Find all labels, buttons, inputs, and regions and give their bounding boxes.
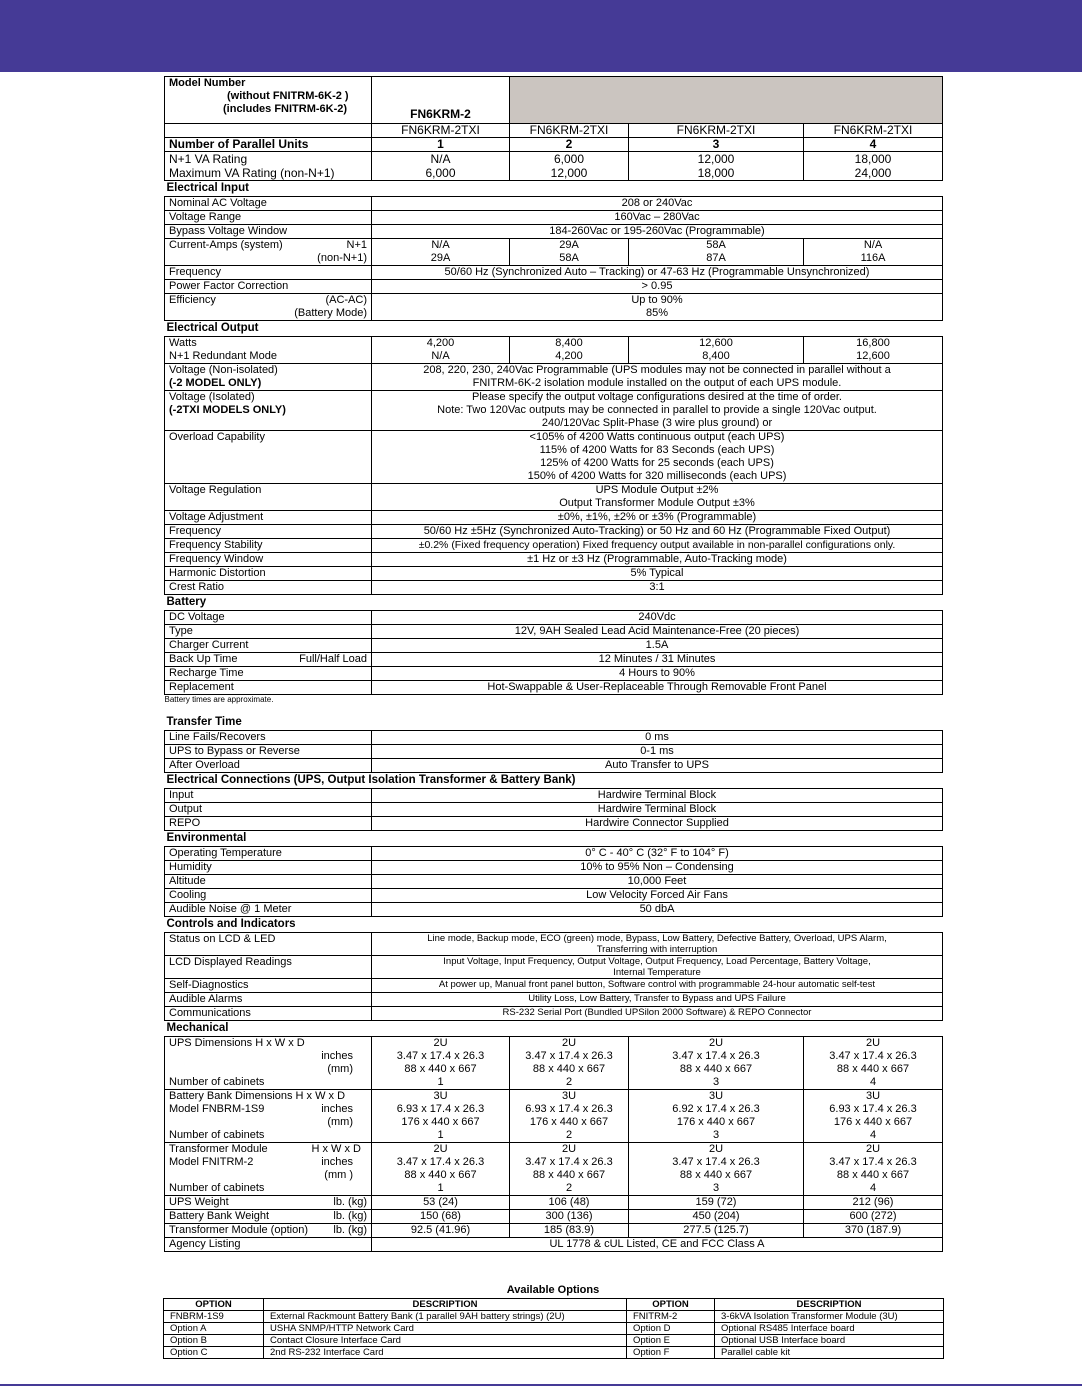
footer-line	[0, 1384, 1082, 1386]
batw-4: 600 (272)	[804, 1210, 943, 1224]
watts-value-3: 12,600	[699, 337, 733, 349]
n1-mode-label: N+1 Redundant Mode	[169, 350, 277, 362]
recharge-label: Recharge Time	[165, 667, 372, 681]
tr-dim-4	[804, 1143, 943, 1196]
window-value: ±1 Hz or ±3 Hz (Programmable, Auto-Tracking mode)	[372, 553, 943, 567]
option-code: FNITRM-2	[627, 1311, 715, 1323]
model-gray-cell	[510, 77, 943, 124]
adjustment-value: ±0%, ±1%, ±2% or ±3% (Programmable)	[372, 511, 943, 525]
option-code: Option C	[164, 1347, 264, 1359]
va-4	[804, 152, 943, 181]
thd-value: 5% Typical	[372, 567, 943, 581]
stability-label: Frequency Stability	[165, 539, 372, 553]
bat-dim-label-cell	[165, 1090, 372, 1143]
upsw-unit: lb. (kg)	[333, 1196, 367, 1208]
tr-mm-label: (mm )	[324, 1169, 353, 1181]
diag-value: At power up, Manual front panel button, Software control with programmable 24-hour automatic self-test	[372, 979, 943, 993]
tr-dim-1	[372, 1143, 510, 1196]
agency-label: Agency Listing	[165, 1238, 372, 1252]
conn-output-label: Output	[165, 803, 372, 817]
voltage-range-value: 160Vac – 280Vac	[372, 211, 943, 225]
ups-dim-1	[372, 1037, 510, 1090]
ups-cab-3: 3	[712, 1076, 720, 1088]
option-code: Option A	[164, 1323, 264, 1335]
option-desc: Optional USB Interface board	[715, 1335, 944, 1347]
parallel-2: 2	[510, 138, 629, 152]
bat-mm-1: 176 x 440 x 667	[401, 1116, 480, 1128]
bat-cab-1: 1	[437, 1129, 444, 1141]
after-overload-label: After Overload	[165, 759, 372, 773]
bat-model-label: Model FNBRM-1S9	[169, 1103, 265, 1115]
tr-dim-3	[629, 1143, 804, 1196]
tr-cab-1: 1	[437, 1182, 444, 1194]
tr-dim-label-cell	[165, 1143, 372, 1196]
option-desc: External Rackmount Battery Bank (1 parallel 9AH battery strings) (2U)	[264, 1311, 627, 1323]
alarm-value: Utility Loss, Low Battery, Transfer to Bypass and UPS Failure	[372, 993, 943, 1007]
eff-batt-label: (Battery Mode)	[294, 307, 367, 319]
option-desc: 2nd RS-232 Interface Card	[264, 1347, 627, 1359]
options-header-desc-1: DESCRIPTION	[264, 1299, 627, 1311]
ups-cab-1: 1	[437, 1076, 444, 1088]
ups-mm-4: 88 x 440 x 667	[836, 1063, 910, 1075]
current-label-cell	[165, 239, 372, 266]
options-table	[163, 1298, 944, 1359]
backup-label-cell	[165, 653, 372, 667]
batw-unit: lb. (kg)	[333, 1210, 367, 1222]
watts-value-4: 16,800	[856, 337, 890, 349]
ups-mm-3: 88 x 440 x 667	[679, 1063, 753, 1075]
ups-u-1: 2U	[433, 1037, 448, 1049]
ups-dim-label-cell	[165, 1037, 372, 1090]
va-2	[510, 152, 629, 181]
ups-cab-2: 2	[565, 1076, 573, 1088]
dc-label: DC Voltage	[165, 611, 372, 625]
battery-note: Battery times are approximate.	[164, 695, 274, 704]
model-txi-3: FN6KRM-2TXI	[629, 124, 804, 138]
n1va-4: 18,000	[854, 152, 892, 166]
status-value: Line mode, Backup mode, ECO (green) mode, Bypass, Low Battery, Defective Battery, Overload, UPS Alarm, Transferring with interruption	[372, 933, 943, 956]
trw-3: 277.5 (125.7)	[629, 1224, 804, 1238]
n1-value-1: N/A	[431, 350, 450, 362]
ups-inches-label: inches	[321, 1050, 353, 1062]
stability-value: ±0.2% (Fixed frequency operation) Fixed frequency output available in non-parallel configurations only.	[372, 539, 943, 553]
upsw-2: 106 (48)	[510, 1196, 629, 1210]
upsw-3: 159 (72)	[629, 1196, 804, 1210]
tr-u-4: 2U	[865, 1143, 881, 1155]
trw-4: 370 (187.9)	[804, 1224, 943, 1238]
section-electrical-output: Electrical Output	[166, 322, 259, 334]
watts-value-1: 4,200	[426, 337, 455, 349]
regulation-label: Voltage Regulation	[165, 484, 372, 511]
lcd-label: LCD Displayed Readings	[165, 956, 372, 979]
current-non-2: 58A	[559, 252, 579, 264]
ups-mm-2: 88 x 440 x 667	[532, 1063, 606, 1075]
crest-label: Crest Ratio	[165, 581, 372, 595]
bat-mm-label: (mm)	[327, 1116, 353, 1128]
watts-1	[372, 337, 510, 364]
watts-3	[629, 337, 804, 364]
conn-repo-value: Hardwire Connector Supplied	[372, 817, 943, 831]
model-txi-2: FN6KRM-2TXI	[510, 124, 629, 138]
maxva-2: 12,000	[550, 166, 588, 180]
upsw-1: 53 (24)	[372, 1196, 510, 1210]
options-table-wrap	[163, 1298, 943, 1359]
nominal-voltage-label: Nominal AC Voltage	[165, 197, 372, 211]
alarm-label: Audible Alarms	[165, 993, 372, 1007]
watts-label: Watts	[169, 337, 197, 349]
ups-cabinets-label: Number of cabinets	[169, 1076, 265, 1088]
option-desc: Contact Closure Interface Card	[264, 1335, 627, 1347]
va-1	[372, 152, 510, 181]
input-frequency-label: Frequency	[165, 266, 372, 280]
current-non-label: (non-N+1)	[317, 252, 367, 264]
current-label: Current-Amps (system)	[169, 239, 283, 251]
model-number-cell	[165, 77, 372, 124]
bat-dim-4	[804, 1090, 943, 1143]
section-connections: Electrical Connections (UPS, Output Isolation Transformer & Battery Bank)	[166, 774, 576, 786]
bat-inches-label: inches	[321, 1103, 353, 1115]
current-n1-2: 29A	[559, 239, 579, 251]
n1va-3: 12,000	[697, 152, 735, 166]
current-n1-label: N+1	[346, 239, 367, 251]
model-txi-4: FN6KRM-2TXI	[804, 124, 943, 138]
tr-cab-3: 3	[712, 1182, 720, 1194]
tr-in-2: 3.47 x 17.4 x 26.3	[525, 1156, 613, 1168]
conn-repo-label: REPO	[165, 817, 372, 831]
n1va-2: 6,000	[553, 152, 585, 166]
maxva-label: Maximum VA Rating (non-N+1)	[169, 166, 335, 180]
option-row	[164, 1347, 944, 1359]
noise-label: Audible Noise @ 1 Meter	[165, 903, 372, 917]
current-1	[372, 239, 510, 266]
tr-u-1: 2U	[433, 1143, 448, 1155]
maxva-1: 6,000	[425, 166, 456, 180]
watts-label-cell	[165, 337, 372, 364]
watts-2	[510, 337, 629, 364]
tr-cab-2: 2	[565, 1182, 573, 1194]
model-txi-1: FN6KRM-2TXI	[372, 124, 510, 138]
bat-u-1: 3U	[433, 1090, 448, 1102]
section-controls: Controls and Indicators	[166, 918, 296, 930]
n1-value-2: 4,200	[555, 350, 583, 362]
maxva-4: 24,000	[854, 166, 892, 180]
bat-cab-2: 2	[565, 1129, 573, 1141]
model-2: FN6KRM-2	[410, 107, 471, 121]
batw-label: Battery Bank Weight	[169, 1210, 270, 1222]
dc-value: 240Vdc	[372, 611, 943, 625]
ups-dim-label: UPS Dimensions H x W x D	[169, 1037, 305, 1049]
tr-u-3: 2U	[708, 1143, 724, 1155]
efficiency-label-cell	[165, 294, 372, 321]
eff-acac: Up to 90%	[631, 294, 683, 306]
tr-cab-4: 4	[869, 1182, 877, 1194]
nominal-voltage-value: 208 or 240Vac	[372, 197, 943, 211]
altitude-value: 10,000 Feet	[372, 875, 943, 889]
watts-value-2: 8,400	[555, 337, 583, 349]
section-battery: Battery	[166, 596, 207, 608]
tr-mm-3: 88 x 440 x 667	[679, 1169, 753, 1181]
option-row	[164, 1311, 944, 1323]
model-with-label: (includes FNITRM-6K-2)	[223, 103, 348, 115]
bat-u-4: 3U	[865, 1090, 881, 1102]
output-frequency-label: Frequency	[165, 525, 372, 539]
n1va-label: N+1 VA Rating	[169, 152, 248, 166]
backup-sub-label: Full/Half Load	[299, 653, 367, 665]
spec-sheet	[164, 76, 942, 1252]
ups-u-3: 2U	[708, 1037, 724, 1049]
temp-value: 0° C - 40° C (32° F to 104° F)	[372, 847, 943, 861]
watts-4	[804, 337, 943, 364]
tr-in-3: 3.47 x 17.4 x 26.3	[672, 1156, 760, 1168]
tr-in-4: 3.47 x 17.4 x 26.3	[829, 1156, 917, 1168]
tr-mm-4: 88 x 440 x 667	[836, 1169, 910, 1181]
current-n1-1: N/A	[431, 239, 450, 251]
voltage-range-label: Voltage Range	[165, 211, 372, 225]
tr-mm-2: 88 x 440 x 667	[532, 1169, 606, 1181]
bat-cab-3: 3	[712, 1129, 720, 1141]
input-frequency-value: 50/60 Hz (Synchronized Auto – Tracking) or 47-63 Hz (Programmable Unsynchronized)	[372, 266, 943, 280]
ups-mm-label: (mm)	[327, 1063, 353, 1075]
bat-dim-2	[510, 1090, 629, 1143]
section-environmental: Environmental	[166, 832, 247, 844]
ups-in-1: 3.47 x 17.4 x 26.3	[396, 1050, 485, 1062]
bat-cab-4: 4	[869, 1129, 877, 1141]
current-non-3: 87A	[706, 252, 726, 264]
option-code: Option E	[627, 1335, 715, 1347]
type-value: 12V, 9AH Sealed Lead Acid Maintenance-Free (20 pieces)	[372, 625, 943, 639]
vni-label-cell	[165, 364, 372, 391]
lcd-value: Input Voltage, Input Frequency, Output Voltage, Output Frequency, Load Percentage, Battery Voltage, Internal Temperature	[372, 956, 943, 979]
backup-label: Back Up Time	[169, 653, 238, 665]
header-band	[0, 0, 1082, 72]
humidity-value: 10% to 95% Non – Condensing	[372, 861, 943, 875]
available-options-title: Available Options	[506, 1284, 600, 1296]
tr-hwd-label: H x W x D	[311, 1143, 361, 1155]
batw-label-cell	[165, 1210, 372, 1224]
charger-value: 1.5A	[372, 639, 943, 653]
option-desc: 3-6kVA Isolation Transformer Module (3U)	[715, 1311, 944, 1323]
bat-in-2: 6.93 x 17.4 x 26.3	[525, 1103, 613, 1115]
vi-label: Voltage (Isolated)	[169, 391, 255, 403]
bat-mm-3: 176 x 440 x 667	[676, 1116, 756, 1128]
model-without-label: (without FNITRM-6K-2 )	[227, 90, 349, 102]
comm-value: RS-232 Serial Port (Bundled UPSilon 2000 Software) & REPO Connector	[372, 1007, 943, 1021]
overload-value: <105% of 4200 Watts continuous output (each UPS) 115% of 4200 Watts for 83 Seconds (each UPS) 125% of 4200 Watts for 25 seconds (each UPS) 150% of 4200 Watts for 320 milliseconds (each UPS)	[372, 431, 943, 484]
vni-sub-label: (-2 MODEL ONLY)	[169, 377, 262, 389]
maxva-3: 18,000	[697, 166, 735, 180]
options-header-option-1: OPTION	[164, 1299, 264, 1311]
ups-u-4: 2U	[865, 1037, 881, 1049]
diag-label: Self-Diagnostics	[165, 979, 372, 993]
ups-dim-3	[629, 1037, 804, 1090]
ups-bypass-value: 0-1 ms	[372, 745, 943, 759]
ups-bypass-label: UPS to Bypass or Reverse	[165, 745, 372, 759]
type-label: Type	[165, 625, 372, 639]
bat-in-1: 6.93 x 17.4 x 26.3	[396, 1103, 485, 1115]
efficiency-label: Efficiency	[169, 294, 216, 306]
model-number-label: Model Number	[169, 77, 246, 89]
bat-dim-1	[372, 1090, 510, 1143]
recharge-value: 4 Hours to 90%	[372, 667, 943, 681]
tr-inches-label: inches	[321, 1156, 353, 1168]
vi-value: Please specify the output voltage configurations desired at the time of order. Note: Two 120Vac outputs may be connected in parallel to provide a single 120Vac output. 240/120Vac Split-Phase (3 wire plus ground) or	[372, 391, 943, 431]
batw-2: 300 (136)	[510, 1210, 629, 1224]
ups-u-2: 2U	[561, 1037, 577, 1049]
batw-1: 150 (68)	[372, 1210, 510, 1224]
current-non-1: 29A	[430, 252, 451, 264]
conn-input-value: Hardwire Terminal Block	[372, 789, 943, 803]
thd-label: Harmonic Distortion	[165, 567, 372, 581]
tr-cabinets-label: Number of cabinets	[169, 1182, 265, 1194]
tr-dim-2	[510, 1143, 629, 1196]
line-fails-label: Line Fails/Recovers	[165, 731, 372, 745]
upsw-4: 212 (96)	[804, 1196, 943, 1210]
current-non-4: 116A	[860, 252, 886, 264]
trw-label-cell	[165, 1224, 372, 1238]
regulation-value: UPS Module Output ±2% Output Transformer Module Output ±3%	[372, 484, 943, 511]
bat-u-2: 3U	[561, 1090, 577, 1102]
ups-mm-1: 88 x 440 x 667	[404, 1063, 477, 1075]
backup-value: 12 Minutes / 31 Minutes	[372, 653, 943, 667]
tr-mm-1: 88 x 440 x 667	[404, 1169, 477, 1181]
agency-value: UL 1778 & cUL Listed, CE and FCC Class A	[372, 1238, 943, 1252]
trw-label: Transformer Module (option)	[169, 1224, 308, 1236]
output-frequency-value: 50/60 Hz ±5Hz (Synchronized Auto-Tracking) or 50 Hz and 60 Hz (Programmable Fixed Output)	[372, 525, 943, 539]
parallel-4: 4	[804, 138, 943, 152]
tr-in-1: 3.47 x 17.4 x 26.3	[396, 1156, 485, 1168]
upsw-label-cell	[165, 1196, 372, 1210]
line-fails-value: 0 ms	[372, 731, 943, 745]
overload-label: Overload Capability	[165, 431, 372, 484]
parallel-units-label: Number of Parallel Units	[165, 138, 372, 152]
bat-mm-4: 176 x 440 x 667	[833, 1116, 913, 1128]
replace-value: Hot-Swappable & User-Replaceable Through Removable Front Panel	[372, 681, 943, 695]
conn-output-value: Hardwire Terminal Block	[372, 803, 943, 817]
vni-value: 208, 220, 230, 240Vac Programmable (UPS modules may not be connected in parallel without a FNITRM-6K-2 isolation module installed on the output of each UPS module.	[372, 364, 943, 391]
n1-value-4: 12,600	[856, 350, 890, 362]
ups-cab-4: 4	[869, 1076, 877, 1088]
n1-value-3: 8,400	[702, 350, 730, 362]
current-n1-4: N/A	[863, 239, 883, 251]
ups-in-3: 3.47 x 17.4 x 26.3	[672, 1050, 760, 1062]
bat-mm-2: 176 x 440 x 667	[529, 1116, 609, 1128]
current-n1-3: 58A	[706, 239, 726, 251]
vni-label: Voltage (Non-isolated)	[169, 364, 278, 376]
pfc-label: Power Factor Correction	[165, 280, 372, 294]
crest-value: 3:1	[372, 581, 943, 595]
charger-label: Charger Current	[165, 639, 372, 653]
pfc-value: > 0.95	[372, 280, 943, 294]
option-desc: Optional RS485 Interface board	[715, 1323, 944, 1335]
cooling-label: Cooling	[165, 889, 372, 903]
va-label-cell	[165, 152, 372, 181]
ups-dim-2	[510, 1037, 629, 1090]
section-electrical-input: Electrical Input	[166, 182, 249, 194]
upsw-label: UPS Weight	[169, 1196, 229, 1208]
adjustment-label: Voltage Adjustment	[165, 511, 372, 525]
n1va-1: N/A	[430, 152, 451, 166]
after-overload-value: Auto Transfer to UPS	[372, 759, 943, 773]
conn-input-label: Input	[165, 789, 372, 803]
options-header-desc-2: DESCRIPTION	[715, 1299, 944, 1311]
section-transfer-time: Transfer Time	[166, 716, 242, 728]
option-code: Option F	[627, 1347, 715, 1359]
efficiency-value	[372, 294, 943, 321]
option-row	[164, 1323, 944, 1335]
current-2	[510, 239, 629, 266]
section-mechanical: Mechanical	[166, 1022, 229, 1034]
option-desc: Parallel cable kit	[715, 1347, 944, 1359]
trw-2: 185 (83.9)	[510, 1224, 629, 1238]
model-2-cell	[372, 77, 510, 124]
bat-dim-label: Battery Bank Dimensions H x W x D	[169, 1090, 346, 1102]
batw-3: 450 (204)	[629, 1210, 804, 1224]
option-code: Option B	[164, 1335, 264, 1347]
bat-in-4: 6.93 x 17.4 x 26.3	[829, 1103, 917, 1115]
vi-label-cell	[165, 391, 372, 431]
bat-u-3: 3U	[708, 1090, 724, 1102]
bat-dim-3	[629, 1090, 804, 1143]
window-label: Frequency Window	[165, 553, 372, 567]
va-3	[629, 152, 804, 181]
eff-acac-label: (AC-AC)	[325, 294, 367, 306]
ups-in-4: 3.47 x 17.4 x 26.3	[829, 1050, 917, 1062]
bypass-window-label: Bypass Voltage Window	[165, 225, 372, 239]
option-desc: USHA SNMP/HTTP Network Card	[264, 1323, 627, 1335]
parallel-3: 3	[629, 138, 804, 152]
current-3	[629, 239, 804, 266]
trw-unit: lb. (kg)	[333, 1224, 367, 1236]
bat-in-3: 6.92 x 17.4 x 26.3	[672, 1103, 760, 1115]
spec-table	[164, 76, 943, 1252]
bat-cabinets-label: Number of cabinets	[169, 1129, 265, 1141]
option-code: FNBRM-1S9	[164, 1311, 264, 1323]
replace-label: Replacement	[165, 681, 372, 695]
option-row	[164, 1335, 944, 1347]
cooling-value: Low Velocity Forced Air Fans	[372, 889, 943, 903]
trw-1: 92.5 (41.96)	[372, 1224, 510, 1238]
ups-dim-4	[804, 1037, 943, 1090]
vi-sub-label: (-2TXI MODELS ONLY)	[169, 404, 286, 416]
parallel-1: 1	[372, 138, 510, 152]
temp-label: Operating Temperature	[165, 847, 372, 861]
tr-model-label: Model FNITRM-2	[169, 1156, 254, 1168]
eff-batt: 85%	[645, 307, 669, 319]
noise-value: 50 dbA	[372, 903, 943, 917]
tr-u-2: 2U	[561, 1143, 577, 1155]
comm-label: Communications	[165, 1007, 372, 1021]
option-code: Option D	[627, 1323, 715, 1335]
humidity-label: Humidity	[165, 861, 372, 875]
bypass-window-value: 184-260Vac or 195-260Vac (Programmable)	[372, 225, 943, 239]
status-label: Status on LCD & LED	[165, 933, 372, 956]
current-4	[804, 239, 943, 266]
altitude-label: Altitude	[165, 875, 372, 889]
ups-in-2: 3.47 x 17.4 x 26.3	[525, 1050, 613, 1062]
options-header-option-2: OPTION	[627, 1299, 715, 1311]
tr-dim-label: Transformer Module	[169, 1143, 268, 1155]
